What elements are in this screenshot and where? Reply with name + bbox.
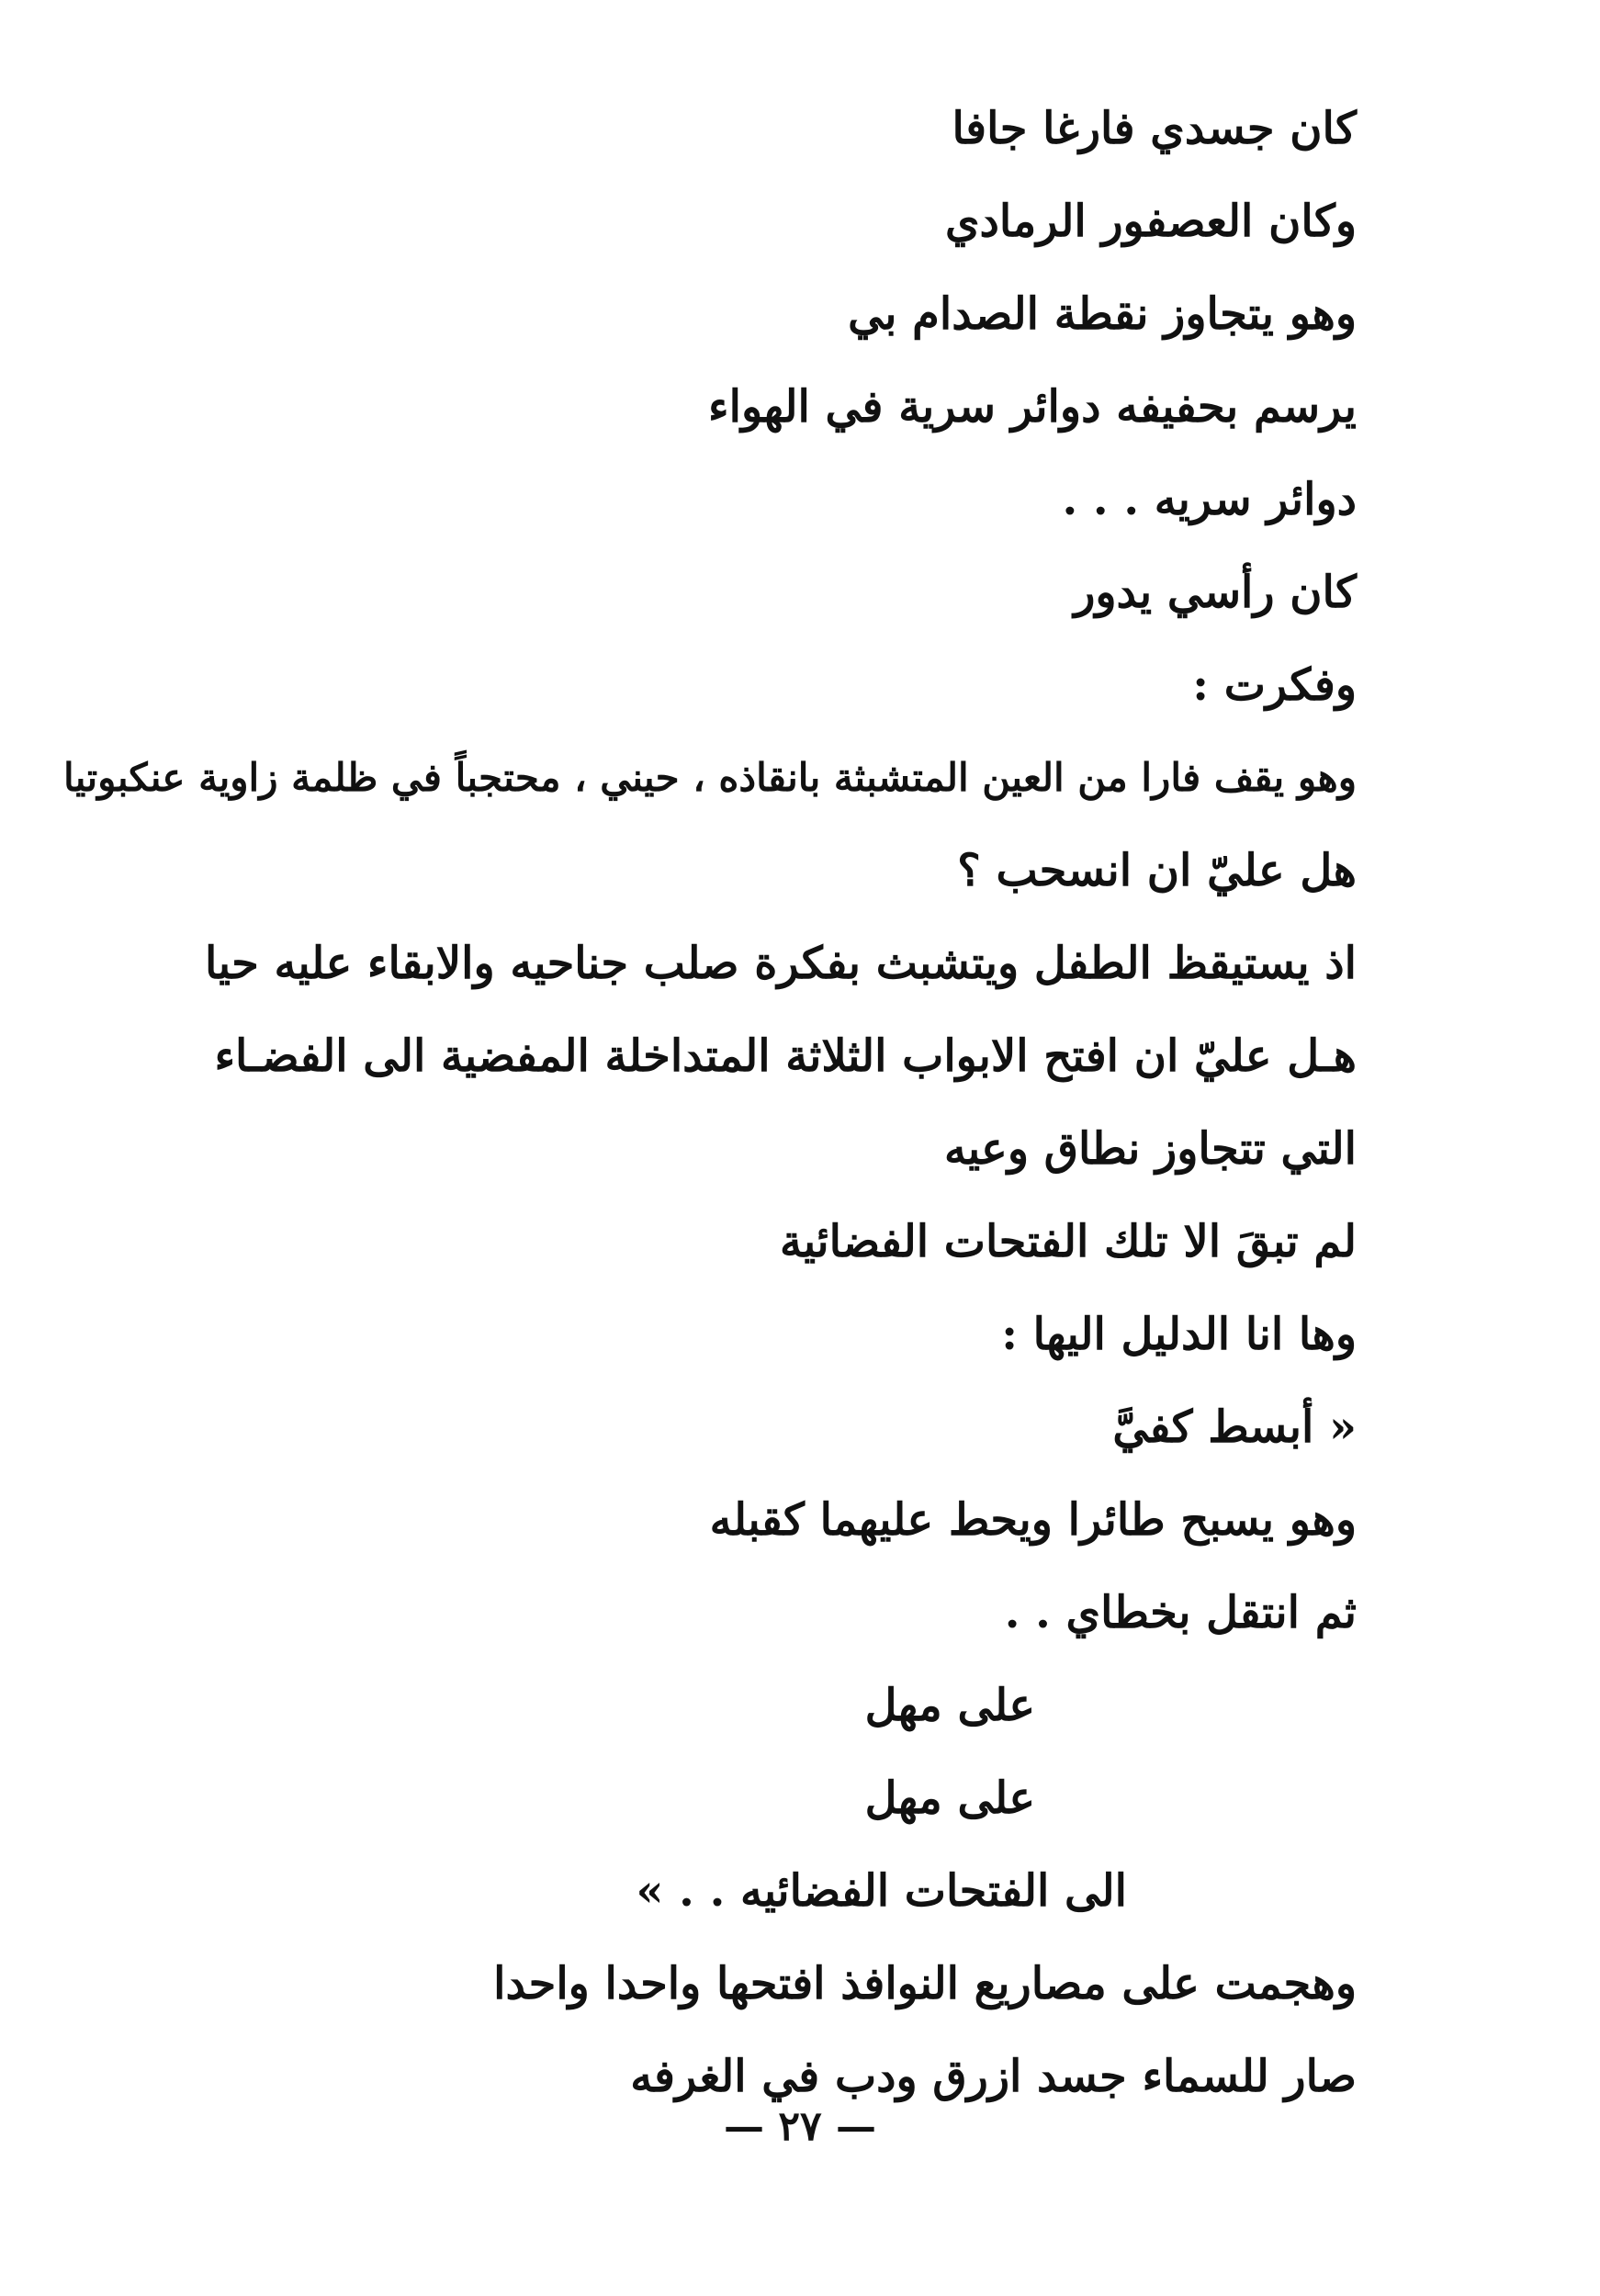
poem-line: صار للسماء جسد ازرق ودب في الغرفه	[630, 2051, 1357, 2102]
page-number: — ٢٧ —	[724, 2103, 876, 2150]
poem-line: هـل عليّ ان افتح الابواب الثلاثة المتداخلة المفضية الى الفضـاء	[214, 1030, 1357, 1082]
poem-line: ثم انتقل بخطاي . .	[1004, 1587, 1357, 1638]
poem-line: على مهل	[864, 1773, 1035, 1824]
poem-line: لم تبقَ الا تلك الفتحات الفضائية	[779, 1216, 1357, 1267]
poem-line: الى الفتحات الفضائيه . . »	[636, 1865, 1127, 1917]
poem-line: دوائر سريه . . .	[1062, 474, 1357, 525]
poem-line: كان رأسي يدور	[1074, 567, 1357, 618]
poem-line: اذ يستيقظ الطفل ويتشبث بفكرة صلب جناحيه والابقاء عليه حيا	[204, 938, 1357, 989]
poem-line: كان جسدي فارغا جافا	[952, 103, 1357, 154]
poem-line: وفكرت :	[1192, 659, 1357, 711]
poem-line: وهجمت على مصاريع النوافذ افتحها واحدا واحدا	[493, 1958, 1357, 2009]
poem-line: على مهل	[864, 1680, 1035, 1731]
poem-line: هل عليّ ان انسحب ؟	[957, 845, 1357, 896]
poem-line: وهو يقف فارا من العين المتشبثة بانقاذه ، حيني ، محتجباً في ظلمة زاوية عنكبوتيا	[62, 755, 1357, 800]
poem-text	[62, 101, 1357, 2142]
poem-line: وهو يتجاوز نقطة الصدام بي	[848, 288, 1357, 340]
poem-line: يرسم بحفيفه دوائر سرية في الهواء	[708, 381, 1357, 433]
poem-line: وهو يسبح طائرا ويحط عليهما كقبله	[709, 1494, 1357, 1546]
poem-line: التي تتجاوز نطاق وعيه	[943, 1123, 1357, 1175]
poem-line: وها انا الدليل اليها :	[1001, 1309, 1357, 1360]
poem-line: « أبسط كفيَّ	[1112, 1401, 1357, 1453]
poem-line: وكان العصفور الرمادي	[944, 196, 1357, 247]
